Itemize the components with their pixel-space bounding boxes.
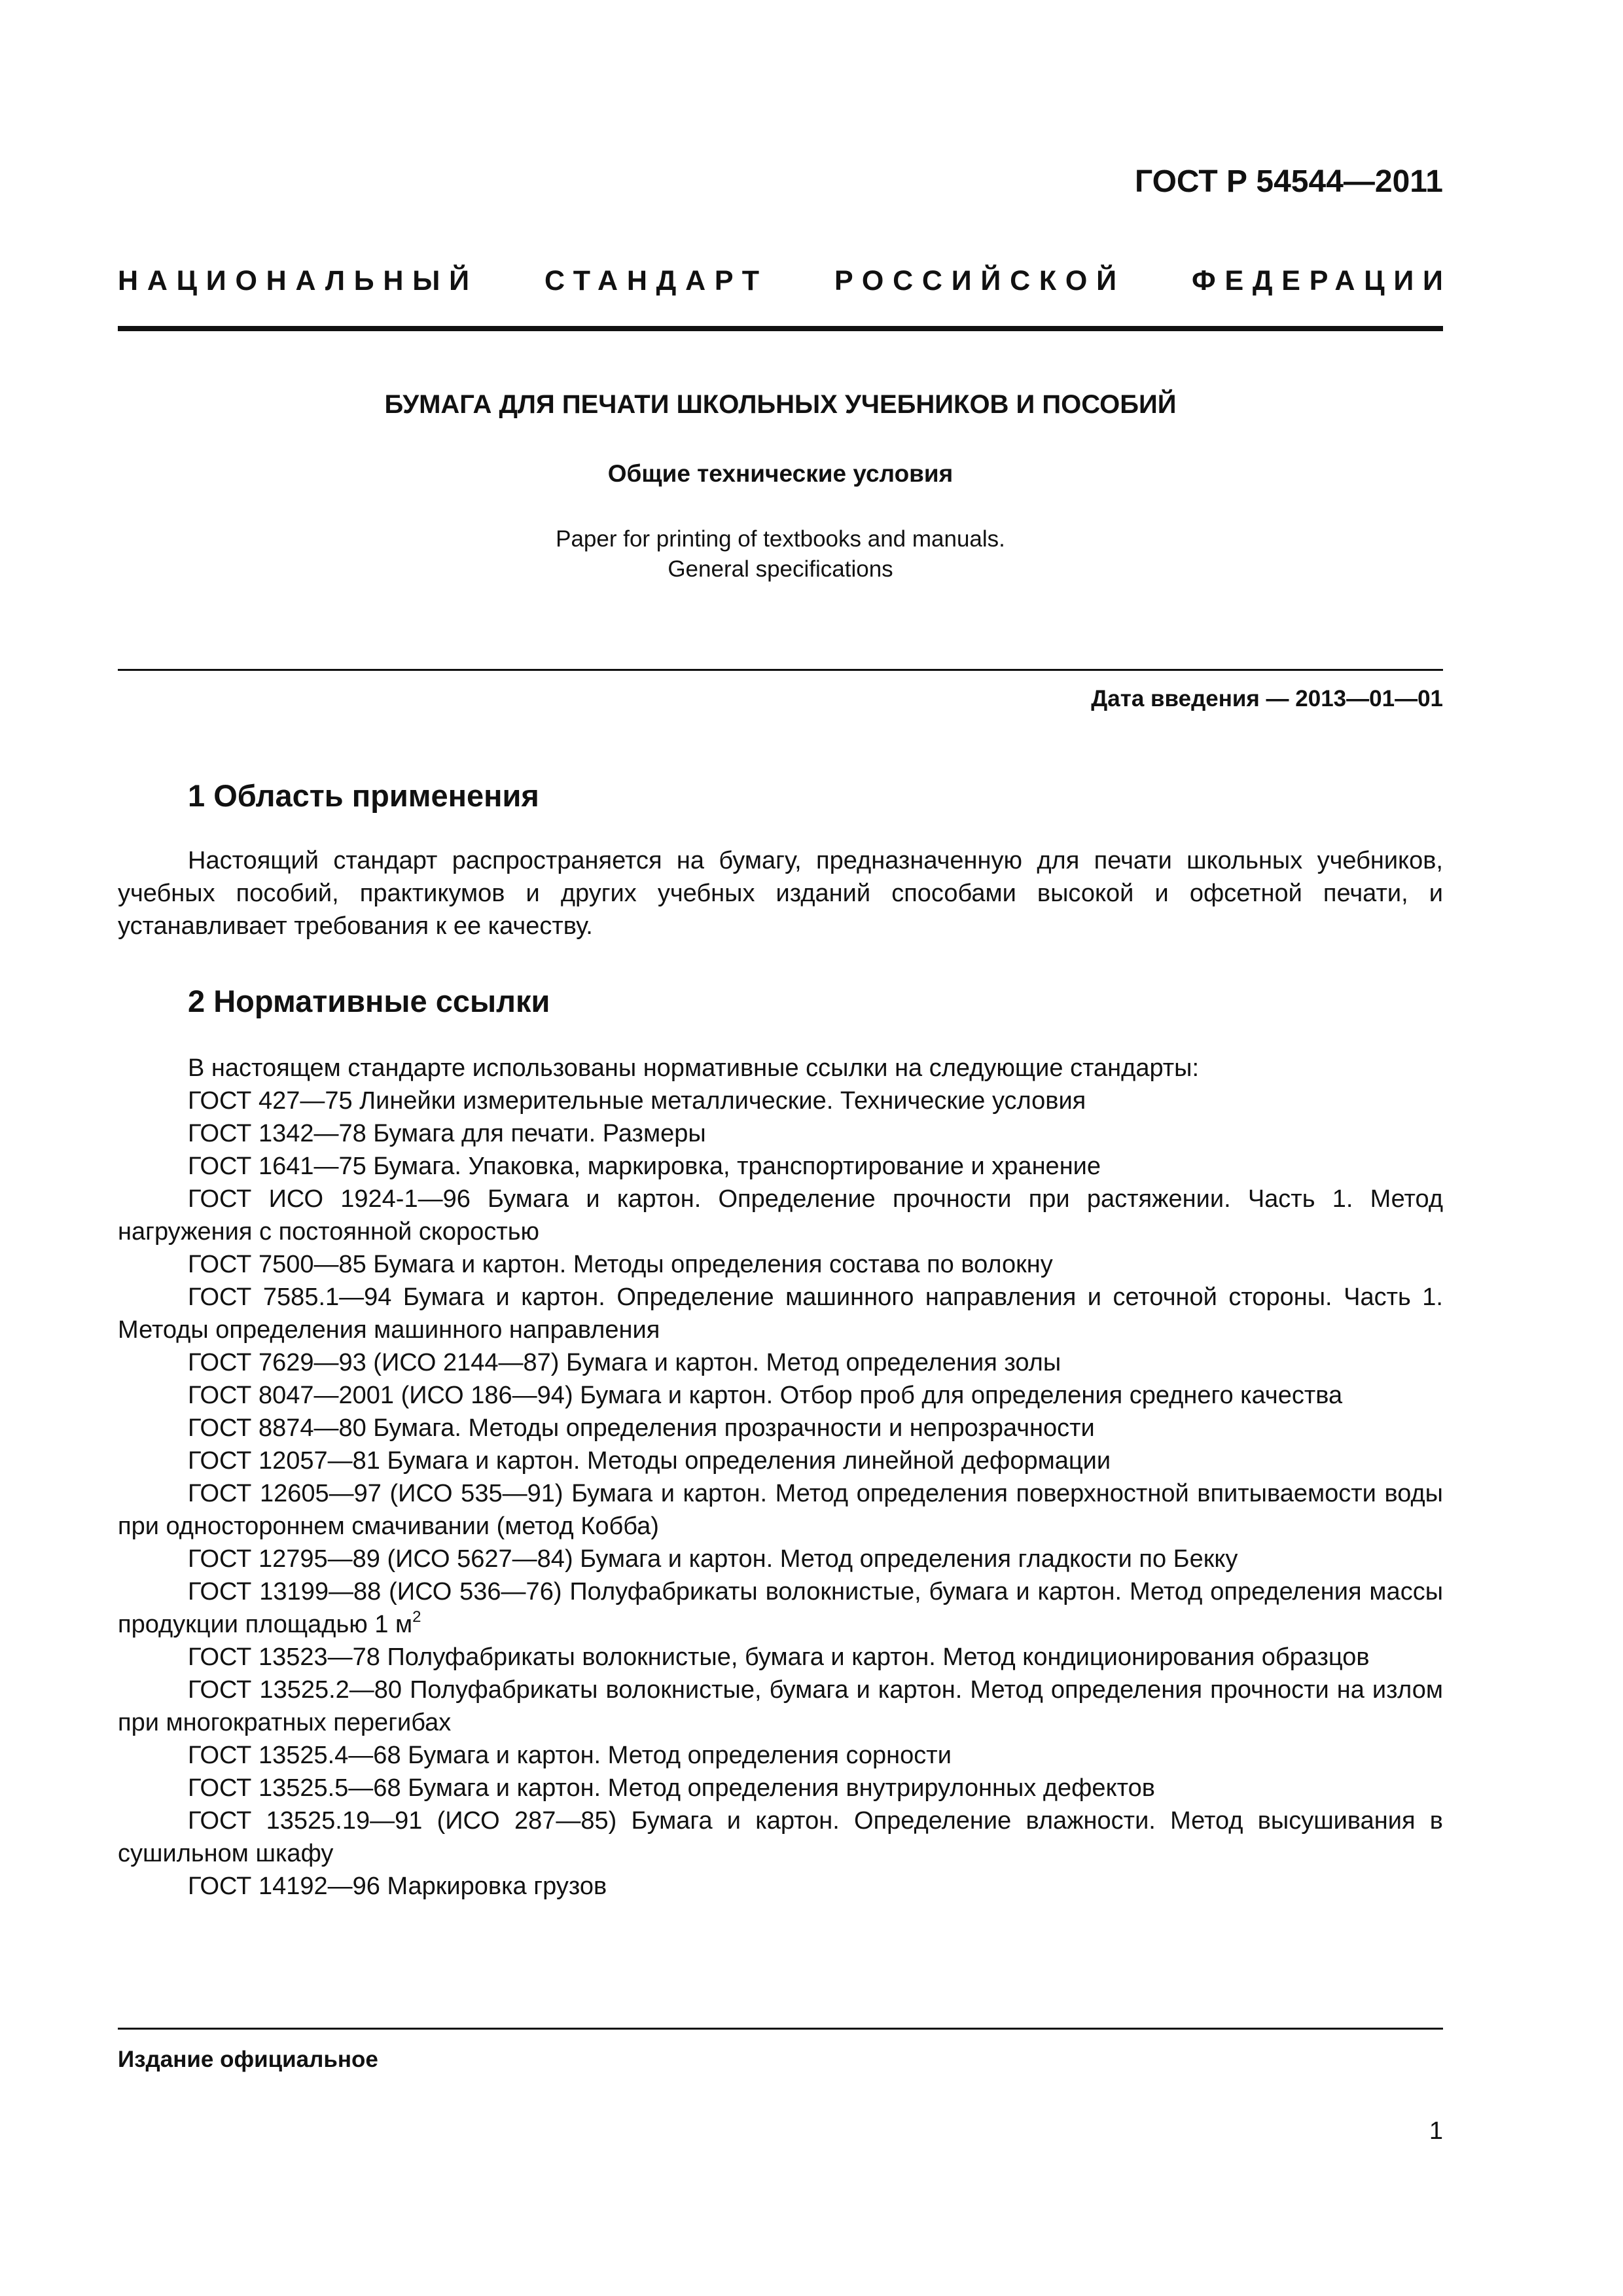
reference-item: ГОСТ 427—75 Линейки измерительные металлические. Технические условия: [188, 1087, 1086, 1115]
national-standard-heading: [118, 265, 1452, 297]
english-title-line: General specifications: [668, 556, 893, 582]
page-number: 1: [1429, 2117, 1443, 2145]
official-edition-label: Издание официальное: [118, 2047, 378, 2072]
reference-item: ГОСТ 7629—93 (ИСО 2144—87) Бумага и картон. Метод определения золы: [188, 1349, 1061, 1376]
english-title: [118, 524, 1443, 584]
document-number: ГОСТ Р 54544—2011: [1135, 164, 1443, 199]
superscript: 2: [412, 1608, 421, 1626]
document-subtitle: Общие технические условия: [607, 460, 954, 487]
reference-item: ГОСТ 8874—80 Бумага. Методы определения прозрачности и непрозрачности: [188, 1414, 1095, 1442]
national-standard-word: СТАНДАРТ: [544, 265, 768, 296]
reference-item: ГОСТ 12605—97 (ИСО 535—91) Бумага и картон. Метод определения поверхностной впитываемости воды при одностороннем смачивании (метод Кобба): [118, 1480, 1443, 1540]
introduction-date: Дата введения — 2013—01—01: [1091, 686, 1443, 711]
title-rule: [118, 669, 1443, 671]
section-body: [118, 844, 1443, 942]
document-title: БУМАГА ДЛЯ ПЕЧАТИ ШКОЛЬНЫХ УЧЕБНИКОВ И ПОСОБИЙ: [384, 390, 1177, 419]
national-standard-word: РОССИЙСКОЙ: [834, 265, 1126, 296]
normative-references-list: [118, 1052, 1443, 1903]
english-title-line: Paper for printing of textbooks and manuals.: [556, 526, 1005, 552]
reference-item: ГОСТ 7500—85 Бумага и картон. Методы определения состава по волокну: [188, 1251, 1053, 1278]
national-standard-word: ФЕДЕРАЦИИ: [1192, 265, 1452, 296]
reference-item: ГОСТ 1641—75 Бумага. Упаковка, маркировка, транспортирование и хранение: [188, 1153, 1101, 1180]
national-standard-word: НАЦИОНАЛЬНЫЙ: [118, 265, 478, 296]
reference-item: ГОСТ 1342—78 Бумага для печати. Размеры: [188, 1120, 706, 1147]
reference-item: ГОСТ 13525.19—91 (ИСО 287—85) Бумага и картон. Определение влажности. Метод высушивания в сушильном шкафу: [118, 1807, 1443, 1867]
reference-item: ГОСТ 7585.1—94 Бумага и картон. Определение машинного направления и сеточной стороны. Часть 1. Методы определения машинного направления: [118, 1283, 1443, 1344]
reference-item: ГОСТ ИСО 1924-1—96 Бумага и картон. Определение прочности при растяжении. Часть 1. Метод нагружения с постоянной скоростью: [118, 1185, 1443, 1246]
references-intro: В настоящем стандарте использованы нормативные ссылки на следующие стандарты:: [188, 1054, 1200, 1082]
reference-item: ГОСТ 12795—89 (ИСО 5627—84) Бумага и картон. Метод определения гладкости по Бекку: [188, 1545, 1238, 1573]
reference-item: [118, 1575, 1443, 1641]
reference-item: ГОСТ 13525.5—68 Бумага и картон. Метод определения внутрирулонных дефектов: [188, 1774, 1155, 1802]
reference-item: ГОСТ 12057—81 Бумага и картон. Методы определения линейной деформации: [188, 1447, 1111, 1475]
footer-rule: [118, 2028, 1443, 2030]
paragraph: Настоящий стандарт распространяется на бумагу, предназначенную для печати школьных учебников, учебных пособий, практикумов и других учебных изданий способами высокой и офсетной печати, и устанавливает требования к ее качеству.: [118, 847, 1443, 940]
reference-item: ГОСТ 13525.4—68 Бумага и картон. Метод определения сорности: [188, 1742, 952, 1769]
section-heading: 1 Область применения: [188, 778, 539, 813]
header-rule: [118, 326, 1443, 331]
section-heading: 2 Нормативные ссылки: [188, 984, 550, 1018]
reference-item: ГОСТ 8047—2001 (ИСО 186—94) Бумага и картон. Отбор проб для определения среднего качества: [188, 1382, 1343, 1409]
reference-item: ГОСТ 13525.2—80 Полуфабрикаты волокнистые, бумага и картон. Метод определения прочности на излом при многократных перегибах: [118, 1676, 1443, 1736]
reference-item: ГОСТ 13523—78 Полуфабрикаты волокнистые, бумага и картон. Метод кондиционирования образцов: [188, 1643, 1370, 1671]
reference-item: ГОСТ 14192—96 Маркировка грузов: [188, 1873, 607, 1900]
reference-text: ГОСТ 13199—88 (ИСО 536—76) Полуфабрикаты волокнистые, бумага и картон. Метод определения массы продукции площадью 1 м: [118, 1578, 1443, 1638]
